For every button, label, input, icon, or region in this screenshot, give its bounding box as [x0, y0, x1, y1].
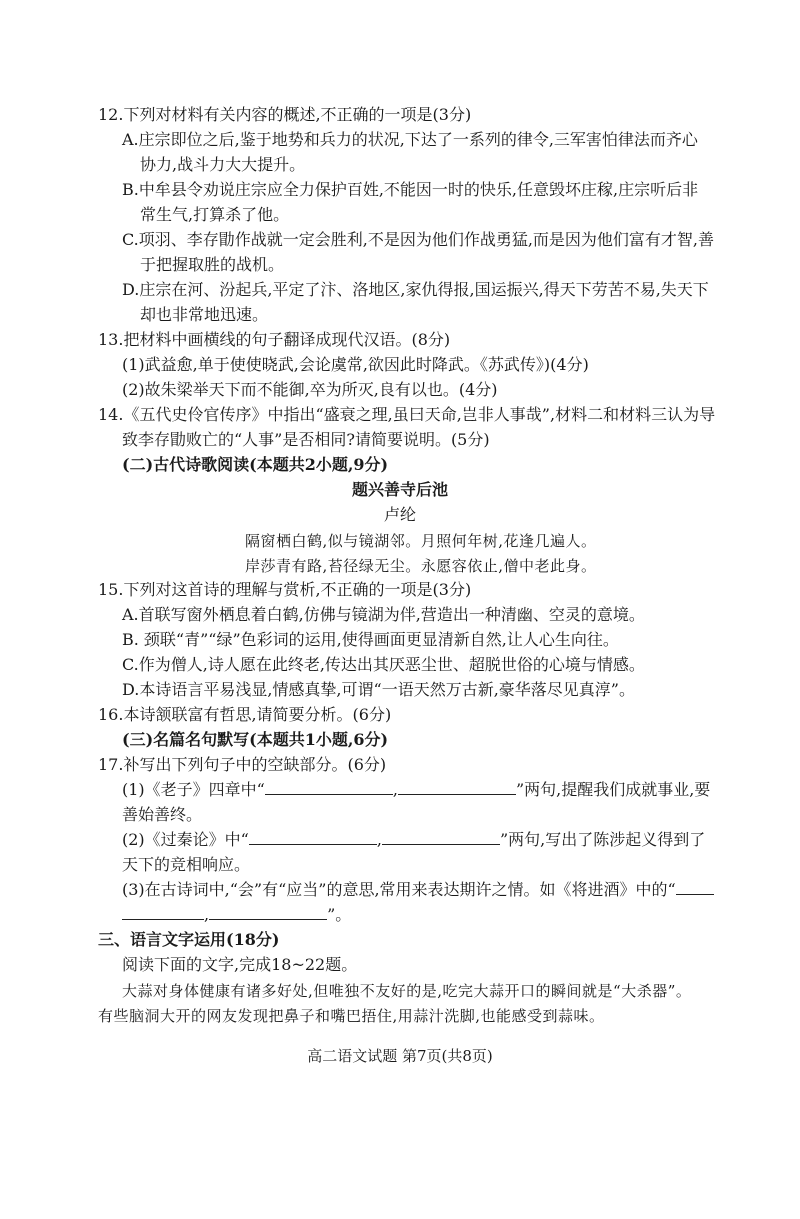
- q17-part2-line1: [122, 830, 705, 850]
- q12-option-d-line2: 却也非常地迅速。: [140, 305, 269, 324]
- q17-part1-prefix: (1)《老子》四章中“: [122, 780, 265, 799]
- q12-option-b-line1: B.中牟县令劝说庄宗应全力保护百姓,不能因一时的快乐,任意毁坏庄稼,庄宗听后非: [122, 180, 699, 199]
- q12-option-a-line2: 协力,战斗力大大提升。: [140, 155, 306, 174]
- section-2-heading: (二)古代诗歌阅读(本题共2小题,9分): [122, 455, 389, 474]
- poem-title: 题兴善寺后池: [351, 480, 448, 499]
- q17-part3-line2: [122, 905, 351, 925]
- q16-stem: 16.本诗颔联富有哲思,请简要分析。(6分): [98, 705, 392, 724]
- q17-part2-line2: 天下的竞相响应。: [122, 855, 251, 874]
- q15-option-a: A.首联写窗外栖息着白鹤,仿佛与镜湖为伴,营造出一种清幽、空灵的意境。: [122, 605, 645, 624]
- q14-line1: 14.《五代史伶官传序》中指出“盛衰之理,虽曰天命,岂非人事哉”,材料二和材料三认为导: [98, 405, 716, 424]
- q17-part3-prefix: (3)在古诗词中,“会”有“应当”的意思,常用来表达期许之情。如《将进酒》中的“: [122, 880, 676, 899]
- q17-stem: 17.补写出下列句子中的空缺部分。(6分): [98, 755, 387, 774]
- q17-part3-separator: ,: [204, 905, 210, 924]
- poem-author: 卢纶: [383, 505, 416, 524]
- q17-part3-blank-2[interactable]: [209, 905, 327, 920]
- part-3-text-line2: 有些脑洞大开的网友发现把鼻子和嘴巴捂住,用蒜汁洗脚,也能感受到蒜味。: [98, 1007, 605, 1025]
- q17-part2-prefix: (2)《过秦论》中“: [122, 830, 249, 849]
- q17-part2-blank-2[interactable]: [382, 830, 500, 845]
- q12-option-b-line2: 常生气,打算杀了他。: [140, 205, 290, 224]
- q13-stem: 13.把材料中画横线的句子翻译成现代汉语。(8分): [98, 330, 451, 349]
- q12-option-c-line2: 于把握取胜的战机。: [140, 255, 285, 274]
- part-3-heading: 三、语言文字运用(18分): [98, 930, 280, 949]
- q12-option-a-line1: A.庄宗即位之后,鉴于地势和兵力的状况,下达了一系列的律令,三军害怕律法而齐心: [122, 130, 698, 149]
- q14-line2: 致李存勖败亡的“人事”是否相同?请简要说明。(5分): [122, 430, 490, 449]
- section-3-heading: (三)名篇名句默写(本题共1小题,6分): [122, 730, 389, 749]
- q13-sentence-2: (2)故朱梁举天下而不能御,卒为所灭,良有以也。(4分): [122, 380, 498, 399]
- poem-line-2: 岸莎青有路,苔径绿无尘。永愿容依止,僧中老此身。: [245, 557, 597, 575]
- q17-part3-blank-1a[interactable]: [676, 880, 714, 895]
- q17-part1-suffix: ”两句,提醒我们成就事业,要: [515, 780, 711, 799]
- part-3-text-line1: 大蒜对身体健康有诸多好处,但唯独不友好的是,吃完大蒜开口的瞬间就是“大杀器”。: [122, 982, 692, 1000]
- q17-part1-line1: [122, 780, 710, 800]
- q17-part1-blank-1[interactable]: [265, 780, 393, 795]
- q12-stem: 12.下列对材料有关内容的概述,不正确的一项是(3分): [98, 105, 472, 124]
- q15-stem: 15.下列对这首诗的理解与赏析,不正确的一项是(3分): [98, 580, 472, 599]
- q17-part2-separator: ,: [376, 830, 382, 849]
- page-footer: 高二语文试题 第7页(共8页): [307, 1047, 493, 1065]
- q12-option-d-line1: D.庄宗在河、汾起兵,平定了汴、洛地区,家仇得报,国运振兴,得天下劳苦不易,失天下: [122, 280, 709, 299]
- q17-part2-blank-1[interactable]: [249, 830, 377, 845]
- q17-part3-end: ”。: [327, 905, 352, 924]
- q17-part2-suffix: ”两句,写出了陈涉起义得到了: [499, 830, 706, 849]
- q17-part1-blank-2[interactable]: [398, 780, 516, 795]
- q12-option-c-line1: C.项羽、李存勖作战就一定会胜利,不是因为他们作战勇猛,而是因为他们富有才智,善: [122, 230, 715, 249]
- part-3-intro: 阅读下面的文字,完成18~22题。: [122, 955, 358, 974]
- poem-line-1: 隔窗栖白鹤,似与镜湖邻。月照何年树,花逢几遍人。: [245, 532, 597, 550]
- q17-part3-line1: [122, 880, 714, 900]
- q17-part1-line2: 善始善终。: [122, 805, 203, 824]
- q15-option-d: D.本诗语言平易浅显,情感真挚,可谓“一语天然万古新,豪华落尽见真淳”。: [122, 680, 635, 699]
- q15-option-c: C.作为僧人,诗人愿在此终老,传达出其厌恶尘世、超脱世俗的心境与情感。: [122, 655, 645, 674]
- q13-sentence-1: (1)武益愈,单于使使晓武,会论虞常,欲因此时降武。《苏武传》)(4分): [122, 355, 589, 374]
- q15-option-b: B. 颈联“青”“绿”色彩词的运用,使得画面更显清新自然,让人心生向往。: [122, 630, 619, 649]
- q17-part3-blank-1b[interactable]: [122, 905, 204, 920]
- q17-part1-separator: ,: [392, 780, 398, 799]
